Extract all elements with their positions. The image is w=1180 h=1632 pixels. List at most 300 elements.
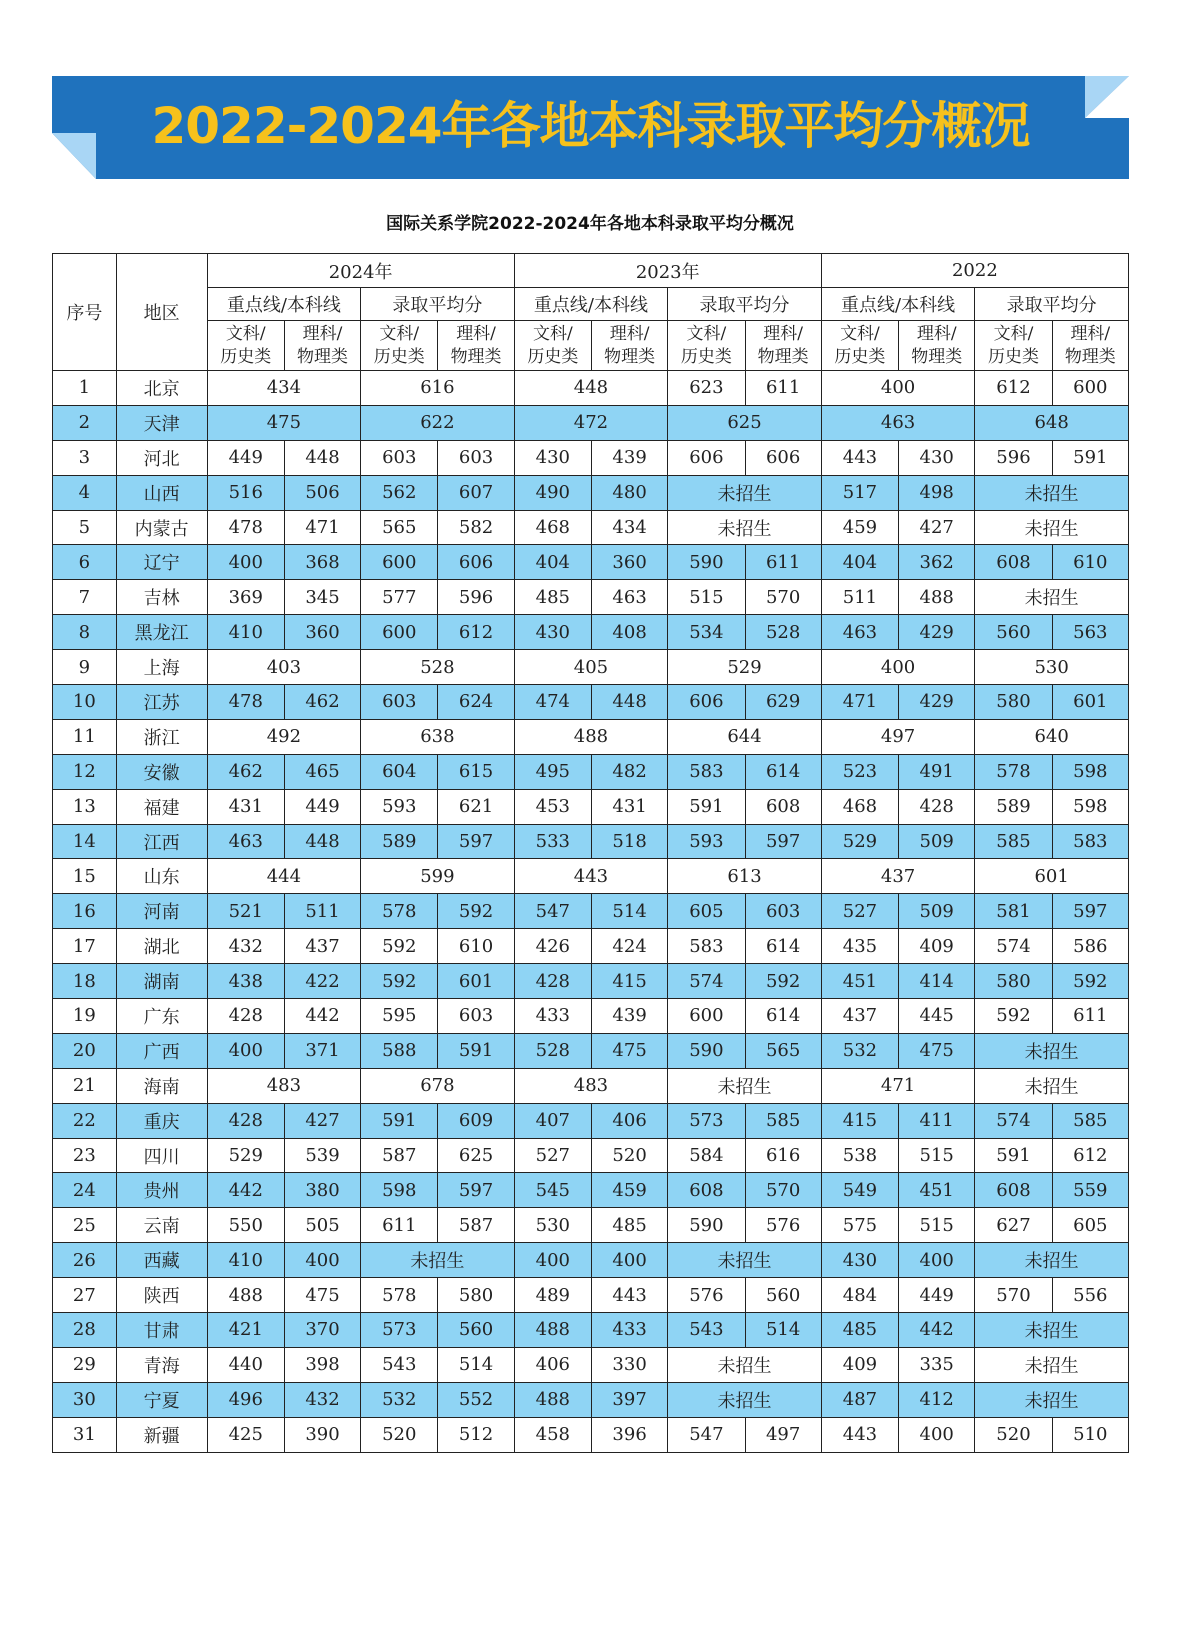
score-cell: 616 [361, 371, 515, 406]
score-cell: 577 [361, 580, 438, 615]
score-cell: 430 [821, 1243, 898, 1278]
score-cell: 415 [591, 964, 667, 999]
table-row [53, 685, 1129, 720]
score-cell: 424 [591, 929, 667, 964]
table-row [53, 754, 1129, 789]
table-row [53, 824, 1129, 859]
score-cell: 539 [284, 1138, 360, 1173]
row-region: 江西 [116, 824, 207, 859]
score-cell: 562 [361, 475, 438, 510]
score-cell: 380 [284, 1173, 360, 1208]
score-cell: 475 [899, 1033, 975, 1068]
score-cell: 435 [821, 929, 898, 964]
header-group-avg: 录取平均分 [668, 288, 822, 321]
score-cell: 520 [361, 1417, 438, 1452]
score-cell: 614 [745, 929, 821, 964]
score-cell: 471 [821, 1068, 975, 1103]
row-seq: 5 [53, 510, 117, 545]
header-group-avg: 录取平均分 [975, 288, 1129, 321]
score-cell: 488 [514, 1382, 591, 1417]
score-cell: 未招生 [975, 1313, 1129, 1348]
score-cell: 未招生 [668, 1382, 822, 1417]
score-cell: 439 [591, 440, 667, 475]
table-row [53, 1347, 1129, 1382]
score-cell: 570 [745, 1173, 821, 1208]
header-group-line: 重点线/本科线 [821, 288, 975, 321]
table-row [53, 999, 1129, 1034]
score-cell: 未招生 [975, 510, 1129, 545]
header-seq: 序号 [53, 254, 117, 371]
score-cell: 580 [975, 964, 1052, 999]
score-cell: 597 [1052, 894, 1128, 929]
row-seq: 6 [53, 545, 117, 580]
header-year-2023: 2023年 [514, 254, 821, 288]
score-cell: 未招生 [975, 1068, 1129, 1103]
table-header [53, 254, 1129, 371]
row-region: 内蒙古 [116, 510, 207, 545]
score-cell: 590 [668, 1033, 745, 1068]
score-cell: 429 [899, 685, 975, 720]
header-sub-liberal: 文科/ 历史类 [668, 321, 745, 371]
score-cell: 430 [514, 615, 591, 650]
score-cell: 448 [284, 824, 360, 859]
score-cell: 443 [821, 1417, 898, 1452]
score-cell: 398 [284, 1347, 360, 1382]
score-cell: 360 [284, 615, 360, 650]
row-seq: 11 [53, 719, 117, 754]
score-cell: 644 [668, 719, 822, 754]
score-cell: 578 [361, 1278, 438, 1313]
row-region: 海南 [116, 1068, 207, 1103]
score-cell: 434 [591, 510, 667, 545]
score-cell: 592 [1052, 964, 1128, 999]
score-cell: 475 [591, 1033, 667, 1068]
score-cell: 552 [438, 1382, 514, 1417]
table-row [53, 719, 1129, 754]
row-region: 浙江 [116, 719, 207, 754]
row-region: 北京 [116, 371, 207, 406]
score-cell: 573 [668, 1103, 745, 1138]
score-cell: 484 [821, 1278, 898, 1313]
score-cell: 370 [284, 1313, 360, 1348]
score-cell: 573 [361, 1313, 438, 1348]
score-cell: 439 [591, 999, 667, 1034]
row-seq: 10 [53, 685, 117, 720]
score-cell: 514 [591, 894, 667, 929]
row-region: 上海 [116, 650, 207, 685]
score-cell: 330 [591, 1347, 667, 1382]
row-seq: 12 [53, 754, 117, 789]
score-cell: 576 [745, 1208, 821, 1243]
score-cell: 528 [514, 1033, 591, 1068]
table-row [53, 1382, 1129, 1417]
row-seq: 27 [53, 1278, 117, 1313]
score-cell: 582 [438, 510, 514, 545]
score-cell: 483 [514, 1068, 668, 1103]
table-row [53, 1068, 1129, 1103]
score-cell: 485 [591, 1208, 667, 1243]
score-cell: 414 [899, 964, 975, 999]
table-row [53, 964, 1129, 999]
score-cell: 371 [284, 1033, 360, 1068]
score-cell: 468 [821, 789, 898, 824]
score-cell: 606 [745, 440, 821, 475]
score-cell: 529 [207, 1138, 284, 1173]
score-cell: 411 [899, 1103, 975, 1138]
score-cell: 591 [361, 1103, 438, 1138]
score-cell: 407 [514, 1103, 591, 1138]
score-cell: 434 [207, 371, 361, 406]
score-cell: 534 [668, 615, 745, 650]
table-row [53, 440, 1129, 475]
score-cell: 428 [207, 1103, 284, 1138]
score-cell: 438 [207, 964, 284, 999]
table-row [53, 894, 1129, 929]
row-region: 广东 [116, 999, 207, 1034]
row-region: 云南 [116, 1208, 207, 1243]
score-cell: 510 [1052, 1417, 1128, 1452]
row-region: 河南 [116, 894, 207, 929]
table-row [53, 475, 1129, 510]
header-sub-liberal: 文科/ 历史类 [207, 321, 284, 371]
score-cell: 400 [821, 371, 975, 406]
score-cell: 514 [438, 1347, 514, 1382]
table-row [53, 545, 1129, 580]
score-cell: 400 [821, 650, 975, 685]
score-cell: 488 [514, 1313, 591, 1348]
score-cell: 588 [361, 1033, 438, 1068]
score-cell: 596 [975, 440, 1052, 475]
score-cell: 475 [207, 405, 361, 440]
score-cell: 516 [207, 475, 284, 510]
score-cell: 506 [284, 475, 360, 510]
row-region: 重庆 [116, 1103, 207, 1138]
table-row [53, 615, 1129, 650]
score-cell: 606 [438, 545, 514, 580]
score-cell: 448 [284, 440, 360, 475]
header-group-avg: 录取平均分 [361, 288, 515, 321]
row-region: 宁夏 [116, 1382, 207, 1417]
score-cell: 530 [514, 1208, 591, 1243]
score-cell: 598 [1052, 789, 1128, 824]
score-cell: 427 [899, 510, 975, 545]
score-cell: 560 [438, 1313, 514, 1348]
score-cell: 574 [975, 929, 1052, 964]
score-cell: 549 [821, 1173, 898, 1208]
score-cell: 606 [668, 440, 745, 475]
score-cell: 574 [975, 1103, 1052, 1138]
header-sub-science: 理科/ 物理类 [284, 321, 360, 371]
score-cell: 599 [361, 859, 515, 894]
score-cell: 575 [821, 1208, 898, 1243]
score-cell: 581 [975, 894, 1052, 929]
score-cell: 443 [514, 859, 668, 894]
table-row [53, 1243, 1129, 1278]
score-cell: 483 [207, 1068, 361, 1103]
score-cell: 565 [745, 1033, 821, 1068]
score-cell: 430 [899, 440, 975, 475]
table-row [53, 1208, 1129, 1243]
score-cell: 490 [514, 475, 591, 510]
row-seq: 23 [53, 1138, 117, 1173]
score-cell: 591 [1052, 440, 1128, 475]
score-cell: 607 [438, 475, 514, 510]
header-group-line: 重点线/本科线 [514, 288, 668, 321]
score-cell: 未招生 [668, 1068, 822, 1103]
row-region: 贵州 [116, 1173, 207, 1208]
score-cell: 589 [975, 789, 1052, 824]
score-cell: 515 [668, 580, 745, 615]
row-region: 四川 [116, 1138, 207, 1173]
score-cell: 509 [899, 894, 975, 929]
header-sub-liberal: 文科/ 历史类 [514, 321, 591, 371]
table-row [53, 1278, 1129, 1313]
score-cell: 578 [361, 894, 438, 929]
score-cell: 400 [514, 1243, 591, 1278]
score-cell: 585 [745, 1103, 821, 1138]
score-cell: 521 [207, 894, 284, 929]
score-cell: 432 [207, 929, 284, 964]
score-cell: 497 [821, 719, 975, 754]
score-cell: 586 [1052, 929, 1128, 964]
banner-title: 2022-2024年各地本科录取平均分概况 [151, 97, 1030, 155]
score-cell: 未招生 [975, 580, 1129, 615]
score-cell: 471 [284, 510, 360, 545]
score-cell: 478 [207, 685, 284, 720]
score-cell: 678 [361, 1068, 515, 1103]
score-cell: 409 [899, 929, 975, 964]
score-cell: 471 [821, 685, 898, 720]
score-cell: 448 [591, 685, 667, 720]
score-cell: 474 [514, 685, 591, 720]
score-cell: 400 [899, 1417, 975, 1452]
score-cell: 592 [361, 929, 438, 964]
score-cell: 600 [361, 545, 438, 580]
score-cell: 625 [668, 405, 822, 440]
score-cell: 396 [591, 1417, 667, 1452]
score-cell: 427 [284, 1103, 360, 1138]
score-cell: 608 [975, 1173, 1052, 1208]
score-cell: 440 [207, 1347, 284, 1382]
score-cell: 未招生 [975, 1347, 1129, 1382]
table-row [53, 580, 1129, 615]
row-seq: 9 [53, 650, 117, 685]
score-cell: 458 [514, 1417, 591, 1452]
score-cell: 437 [821, 999, 898, 1034]
row-region: 福建 [116, 789, 207, 824]
score-cell: 610 [1052, 545, 1128, 580]
table-row [53, 1138, 1129, 1173]
score-cell: 445 [899, 999, 975, 1034]
header-region: 地区 [116, 254, 207, 371]
table-row [53, 1417, 1129, 1452]
score-cell: 409 [821, 1347, 898, 1382]
score-cell: 583 [668, 754, 745, 789]
score-cell: 587 [438, 1208, 514, 1243]
score-cell: 451 [899, 1173, 975, 1208]
row-seq: 7 [53, 580, 117, 615]
score-cell: 未招生 [668, 475, 822, 510]
score-cell: 543 [361, 1347, 438, 1382]
score-cell: 421 [207, 1313, 284, 1348]
table-row [53, 1173, 1129, 1208]
score-cell: 482 [591, 754, 667, 789]
score-cell: 533 [514, 824, 591, 859]
score-cell: 453 [514, 789, 591, 824]
row-region: 青海 [116, 1347, 207, 1382]
score-cell: 400 [207, 1033, 284, 1068]
score-cell: 627 [975, 1208, 1052, 1243]
score-cell: 592 [745, 964, 821, 999]
score-cell: 415 [821, 1103, 898, 1138]
score-cell: 515 [899, 1138, 975, 1173]
score-cell: 468 [514, 510, 591, 545]
score-cell: 604 [361, 754, 438, 789]
score-cell: 621 [438, 789, 514, 824]
score-cell: 648 [975, 405, 1129, 440]
row-seq: 25 [53, 1208, 117, 1243]
header-group-line: 重点线/本科线 [207, 288, 361, 321]
score-cell: 615 [438, 754, 514, 789]
score-cell: 451 [821, 964, 898, 999]
score-cell: 576 [668, 1278, 745, 1313]
table-row [53, 1313, 1129, 1348]
score-cell: 449 [899, 1278, 975, 1313]
score-cell: 528 [745, 615, 821, 650]
score-cell: 495 [514, 754, 591, 789]
score-cell: 517 [821, 475, 898, 510]
score-cell: 600 [1052, 371, 1128, 406]
score-cell: 640 [975, 719, 1129, 754]
row-region: 湖南 [116, 964, 207, 999]
score-cell: 527 [514, 1138, 591, 1173]
score-cell: 未招生 [668, 510, 822, 545]
score-cell: 480 [591, 475, 667, 510]
score-cell: 492 [207, 719, 361, 754]
score-cell: 496 [207, 1382, 284, 1417]
table-row [53, 371, 1129, 406]
score-cell: 598 [361, 1173, 438, 1208]
score-cell: 612 [1052, 1138, 1128, 1173]
table-row [53, 929, 1129, 964]
score-cell: 428 [899, 789, 975, 824]
score-cell: 559 [1052, 1173, 1128, 1208]
row-seq: 30 [53, 1382, 117, 1417]
score-cell: 488 [514, 719, 668, 754]
score-cell: 442 [284, 999, 360, 1034]
score-cell: 547 [514, 894, 591, 929]
score-cell: 449 [284, 789, 360, 824]
row-region: 湖北 [116, 929, 207, 964]
table-row [53, 510, 1129, 545]
score-cell: 593 [361, 789, 438, 824]
score-cell: 362 [899, 545, 975, 580]
score-cell: 428 [207, 999, 284, 1034]
admission-score-table [52, 253, 1129, 1453]
score-cell: 608 [745, 789, 821, 824]
score-cell: 463 [821, 615, 898, 650]
score-cell: 443 [591, 1278, 667, 1313]
score-cell: 428 [514, 964, 591, 999]
score-cell: 459 [591, 1173, 667, 1208]
score-cell: 未招生 [361, 1243, 515, 1278]
score-cell: 433 [591, 1313, 667, 1348]
score-cell: 400 [207, 545, 284, 580]
header-sub-science: 理科/ 物理类 [1052, 321, 1128, 371]
score-cell: 442 [899, 1313, 975, 1348]
score-cell: 523 [821, 754, 898, 789]
score-cell: 589 [361, 824, 438, 859]
row-seq: 28 [53, 1313, 117, 1348]
score-cell: 532 [361, 1382, 438, 1417]
score-cell: 560 [975, 615, 1052, 650]
score-cell: 611 [361, 1208, 438, 1243]
score-cell: 597 [745, 824, 821, 859]
header-year-2022: 2022 [821, 254, 1128, 288]
score-cell: 478 [207, 510, 284, 545]
score-cell: 590 [668, 545, 745, 580]
row-region: 河北 [116, 440, 207, 475]
score-cell: 614 [745, 999, 821, 1034]
row-seq: 31 [53, 1417, 117, 1452]
score-cell: 601 [975, 859, 1129, 894]
score-cell: 406 [514, 1347, 591, 1382]
score-cell: 463 [207, 824, 284, 859]
row-region: 山东 [116, 859, 207, 894]
score-cell: 444 [207, 859, 361, 894]
score-cell: 624 [438, 685, 514, 720]
table-row [53, 1103, 1129, 1138]
row-region: 甘肃 [116, 1313, 207, 1348]
score-cell: 514 [745, 1313, 821, 1348]
score-cell: 449 [207, 440, 284, 475]
row-seq: 26 [53, 1243, 117, 1278]
score-cell: 545 [514, 1173, 591, 1208]
score-cell: 400 [899, 1243, 975, 1278]
row-region: 山西 [116, 475, 207, 510]
score-cell: 462 [207, 754, 284, 789]
row-seq: 21 [53, 1068, 117, 1103]
score-cell: 465 [284, 754, 360, 789]
score-cell: 611 [1052, 999, 1128, 1034]
header-sub-science: 理科/ 物理类 [591, 321, 667, 371]
row-region: 吉林 [116, 580, 207, 615]
score-cell: 590 [668, 1208, 745, 1243]
score-cell: 608 [668, 1173, 745, 1208]
score-cell: 505 [284, 1208, 360, 1243]
score-cell: 585 [975, 824, 1052, 859]
score-cell: 610 [438, 929, 514, 964]
header-sub-science: 理科/ 物理类 [899, 321, 975, 371]
header-sub-liberal: 文科/ 历史类 [821, 321, 898, 371]
header-sub-science: 理科/ 物理类 [438, 321, 514, 371]
score-cell: 603 [438, 999, 514, 1034]
score-cell: 442 [207, 1173, 284, 1208]
header-sub-science: 理科/ 物理类 [745, 321, 821, 371]
score-cell: 426 [514, 929, 591, 964]
score-cell: 592 [975, 999, 1052, 1034]
score-cell: 431 [591, 789, 667, 824]
score-cell: 405 [514, 650, 668, 685]
score-cell: 430 [514, 440, 591, 475]
score-cell: 603 [438, 440, 514, 475]
row-seq: 17 [53, 929, 117, 964]
score-cell: 485 [821, 1313, 898, 1348]
score-cell: 616 [745, 1138, 821, 1173]
row-seq: 22 [53, 1103, 117, 1138]
score-cell: 527 [821, 894, 898, 929]
score-cell: 404 [821, 545, 898, 580]
